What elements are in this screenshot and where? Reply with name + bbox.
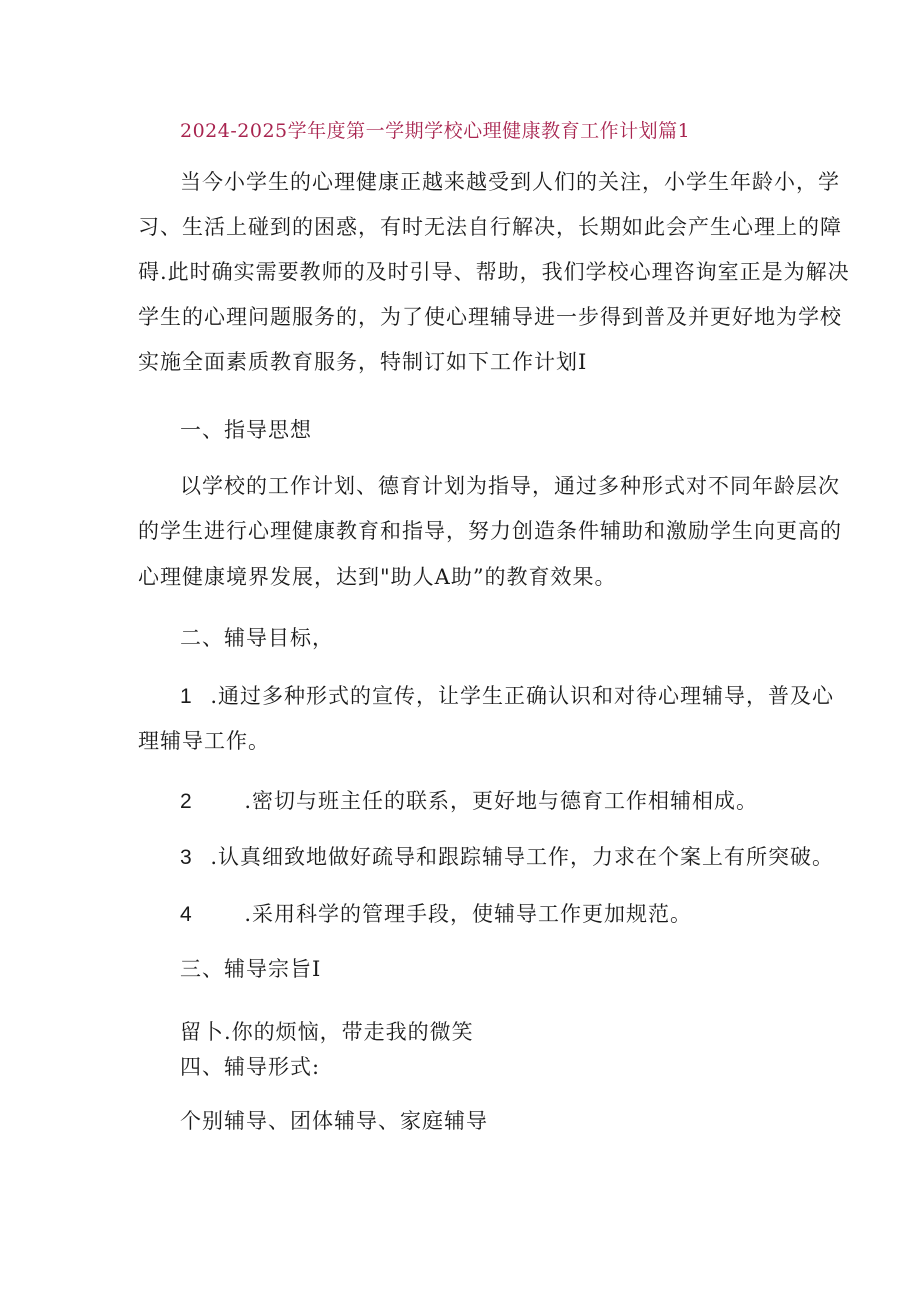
section1-line-1: 以学校的工作计划、德育计划为指导，通过多种形式对不同年龄层次 xyxy=(180,474,840,498)
goal-item-4-number: 4 xyxy=(180,903,193,926)
section2-heading: 二、辅导目标， xyxy=(180,626,334,650)
goal-item-4 xyxy=(180,900,692,929)
section4-forms: 个别辅导、团体辅导、家庭辅导 xyxy=(180,1109,488,1133)
goal-item-2-text: .密切与班主任的联系，更好地与德育工作相辅相成。 xyxy=(244,789,759,813)
intro-line-2: 习、生活上碰到的困惑，有时无法自行解决，长期如此会产生心理上的障 xyxy=(138,215,842,239)
intro-line-5: 实施全面素质教育服务，特制订如下工作计划I xyxy=(138,350,588,374)
section1-line-2: 的学生进行心理健康教育和指导，努力创造条件辅助和激励学生向更高的 xyxy=(138,519,842,543)
goal-item-4-text: .采用科学的管理手段，使辅导工作更加规范。 xyxy=(244,902,693,926)
section3-motto: 留卜.你的烦恼，带走我的微笑 xyxy=(180,1020,474,1044)
goal-item-3-number: 3 xyxy=(180,846,193,869)
goal-item-2 xyxy=(180,787,758,816)
goal-item-1 xyxy=(180,682,834,711)
intro-line-1: 当今小学生的心理健康正越来越受到人们的关注，小学生年龄小，学 xyxy=(180,170,840,194)
document-title: 2024-2025学年度第一学期学校心理健康教育工作计划篇1 xyxy=(180,120,691,142)
goal-item-2-number: 2 xyxy=(180,790,193,813)
section1-heading: 一、指导思想 xyxy=(180,418,312,442)
goal-item-1-number: 1 xyxy=(180,685,193,708)
goal-item-1-text: .通过多种形式的宣传，让学生正确认识和对待心理辅导，普及心 xyxy=(210,684,835,708)
section4-heading: 四、辅导形式: xyxy=(180,1055,321,1079)
goal-item-1-continuation: 理辅导工作。 xyxy=(138,729,270,753)
section3-heading: 三、辅导宗旨I xyxy=(180,957,322,981)
intro-line-4: 学生的心理问题服务的，为了使心理辅导进一步得到普及并更好地为学校 xyxy=(138,305,842,329)
goal-item-3-text: .认真细致地做好疏导和跟踪辅导工作，力求在个案上有所突破。 xyxy=(210,845,835,869)
goal-item-3 xyxy=(180,843,834,872)
intro-line-3: 碍.此时确实需要教师的及时引导、帮助，我们学校心理咨询室正是为解决 xyxy=(138,260,850,284)
section1-line-3: 心理健康境界发展，达到"助人A助”的教育效果。 xyxy=(138,565,617,589)
